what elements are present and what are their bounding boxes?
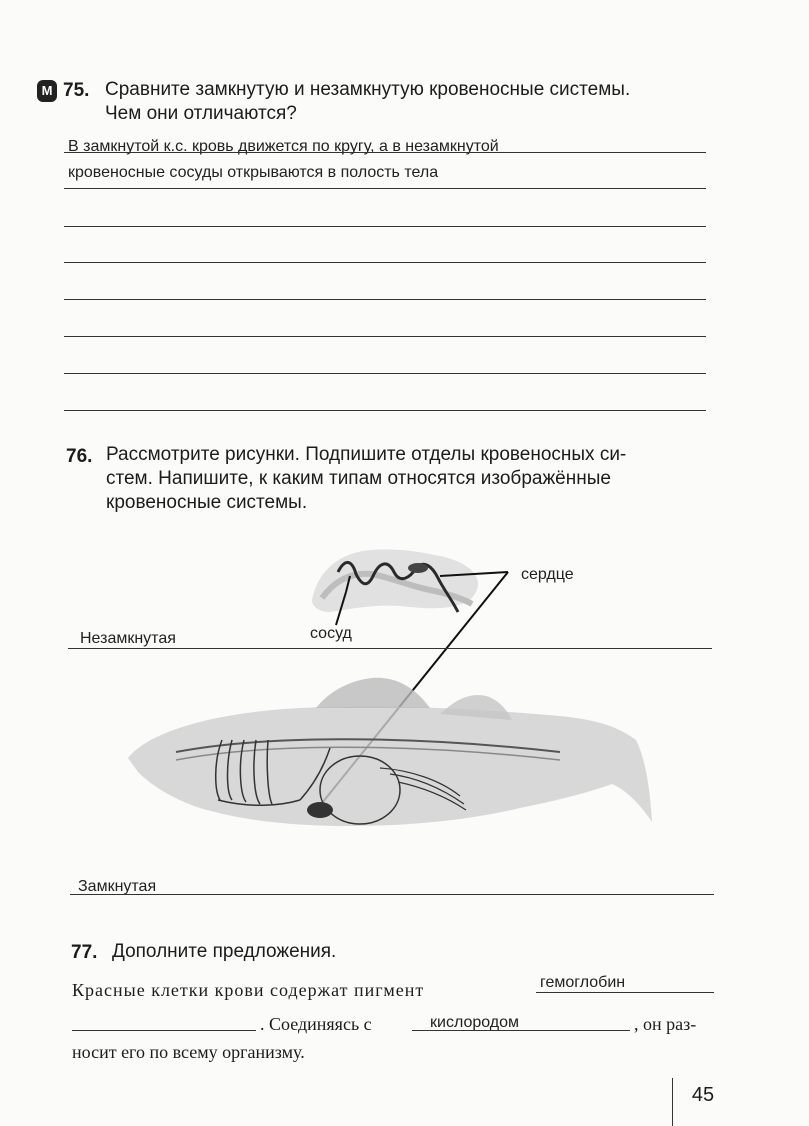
q77-sentence-part1: Красные клетки крови содержат пигмент — [72, 980, 425, 1000]
answer-closed-system: Замкнутая — [78, 878, 157, 895]
q75-prompt-line2: Чем они отличаются? — [105, 103, 297, 124]
label-vessel: сосуд — [310, 625, 352, 642]
q76-number: 76. — [66, 446, 93, 467]
q77-number: 77. — [71, 942, 98, 963]
q77-fill-pigment: гемоглобин — [540, 974, 626, 991]
q77-fill-rule-2 — [412, 1030, 630, 1031]
insect-illustration — [312, 549, 478, 612]
fish-illustration — [128, 678, 652, 826]
q76-prompt-line2: стем. Напишите, к каким типам относятся изображённые — [106, 468, 611, 489]
q77-fill-rule-1b — [72, 1030, 256, 1031]
q75-prompt-line1: Сравните замкнутую и незамкнутую кровеносные системы. — [105, 79, 631, 100]
q77-sentence-part4: носит его по всему организму. — [72, 1042, 305, 1062]
q76-prompt-line3: кровеносные системы. — [106, 492, 308, 513]
q77-fill-oxygen: кислородом — [430, 1014, 520, 1031]
answer-rule-closed — [70, 894, 714, 895]
q77-title: Дополните предложения. — [112, 941, 337, 962]
q75-answer-line2: кровеносные сосуды открываются в полость тела — [68, 164, 439, 181]
q75-answer-line1: В замкнутой к.с. кровь движется по кругу, а в незамкнутой — [68, 138, 499, 155]
answer-open-system: Незамкнутая — [80, 630, 176, 647]
page-number: 45 — [672, 1078, 733, 1126]
q77-fill-rule-1 — [536, 992, 714, 993]
q76-prompt-line1: Рассмотрите рисунки. Подпишите отделы кровеносных си- — [106, 444, 627, 465]
label-heart: сердце — [521, 566, 574, 583]
q77-sentence-part2: . Соединяясь с — [260, 1014, 372, 1034]
marker-badge-icon: М — [37, 80, 57, 102]
q75-number: 75. — [63, 80, 90, 101]
answer-rule-open — [68, 648, 712, 649]
q77-sentence-part3: , он раз- — [634, 1014, 697, 1034]
